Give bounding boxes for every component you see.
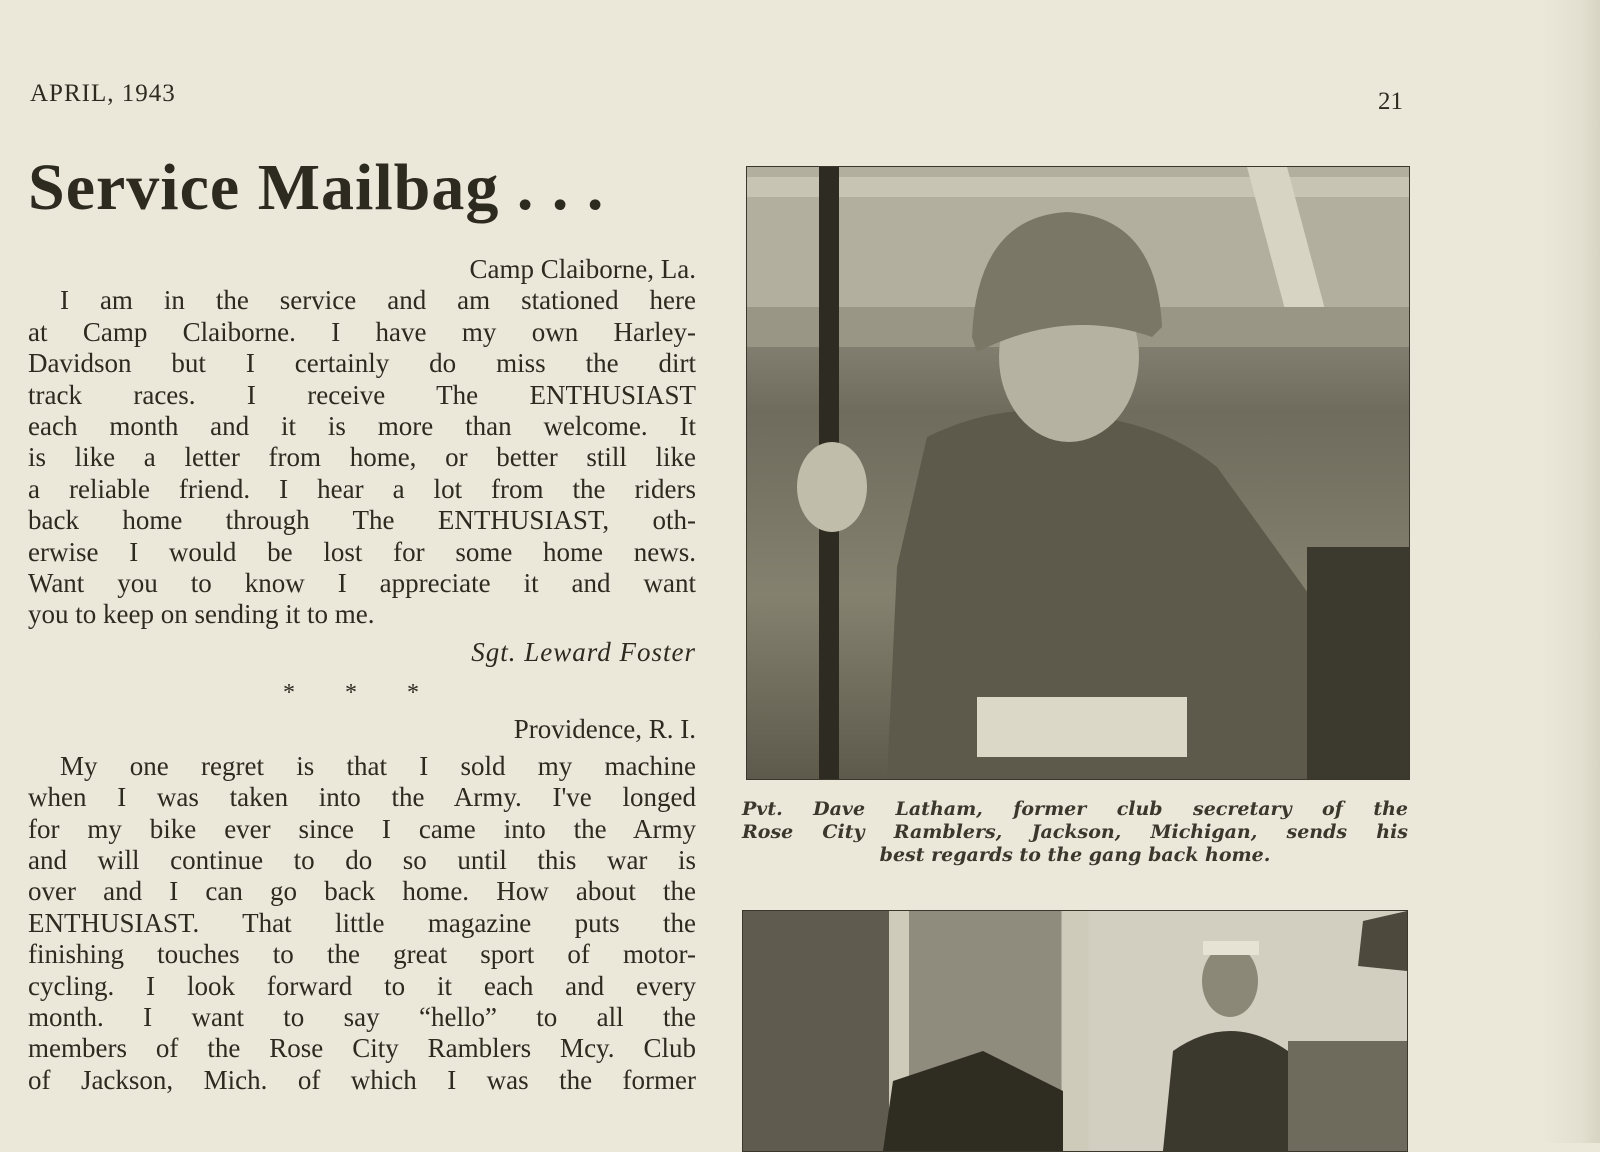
- text-line: erwise I would be lost for some home news.: [28, 536, 696, 567]
- text-line: ENTHUSIAST. That little magazine puts the: [28, 907, 696, 938]
- text-line: back home through The ENTHUSIAST, oth-: [28, 505, 696, 536]
- photo-caption: [742, 798, 1408, 867]
- letter-body: [28, 285, 696, 630]
- text-line: for my bike ever since I came into the Army: [28, 813, 696, 844]
- page-edge-shadow: [1540, 0, 1600, 1143]
- text-line: you to keep on sending it to me.: [28, 599, 375, 630]
- text-line: I am in the service and am stationed here: [60, 285, 696, 316]
- letter-location: Camp Claiborne, La.: [469, 254, 696, 284]
- letter-signature: Sgt. Leward Foster: [471, 636, 696, 667]
- text-line: track races. I receive The ENTHUSIAST: [28, 379, 696, 410]
- text-line: Want you to know I appreciate it and want: [28, 567, 696, 598]
- text-line: is like a letter from home, or better still like: [28, 442, 696, 473]
- text-line: cycling. I look forward to it each and every: [28, 970, 696, 1001]
- text-line: each month and it is more than welcome. It: [28, 410, 696, 441]
- text-line: finishing touches to the great sport of motor-: [28, 939, 696, 970]
- text-line: members of the Rose City Ramblers Mcy. Club: [28, 1033, 696, 1064]
- photo-sailor-storefront: [742, 910, 1408, 1152]
- letter-column: [28, 254, 696, 1096]
- section-separator: * * *: [283, 680, 441, 707]
- caption-line: best regards to the gang back home.: [879, 844, 1271, 866]
- photo-soldier-with-rifle: [746, 166, 1410, 780]
- page-number: 21: [1378, 88, 1403, 115]
- text-line: when I was taken into the Army. I've longed: [28, 782, 696, 813]
- running-head: APRIL, 1943: [30, 80, 176, 107]
- text-line: My one regret is that I sold my machine: [60, 750, 696, 781]
- letter-body: [28, 751, 696, 1096]
- text-line: of Jackson, Mich. of which I was the former: [28, 1064, 696, 1095]
- text-line: month. I want to say “hello” to all the: [28, 1002, 696, 1033]
- text-line: Davidson but I certainly do miss the dirt: [28, 348, 696, 379]
- caption-line: Pvt. Dave Latham, former club secretary of the: [742, 798, 1408, 820]
- text-line: at Camp Claiborne. I have my own Harley-: [28, 316, 696, 347]
- letter-location: Providence, R. I.: [513, 713, 696, 744]
- text-line: a reliable friend. I hear a lot from the riders: [28, 473, 696, 504]
- text-line: over and I can go back home. How about the: [28, 876, 696, 907]
- text-line: and will continue to do so until this war is: [28, 845, 696, 876]
- caption-line: Rose City Ramblers, Jackson, Michigan, sends his: [742, 821, 1408, 843]
- article-title: Service Mailbag . . .: [28, 151, 605, 224]
